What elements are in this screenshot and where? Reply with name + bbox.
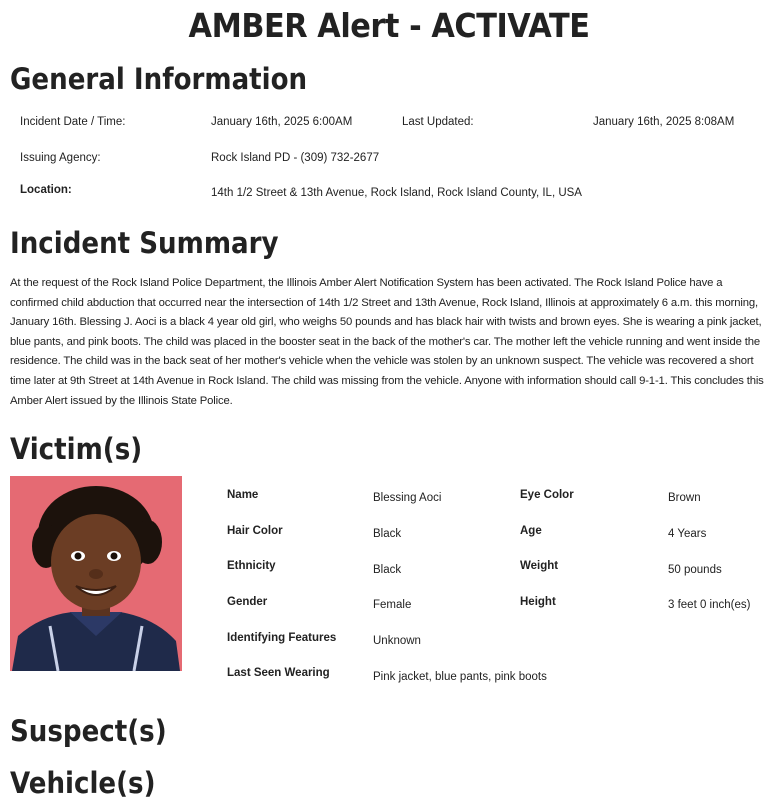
victim-identifying-features-label: Identifying Features	[227, 632, 337, 644]
incident-summary-text: At the request of the Rock Island Police Department, the Illinois Amber Alert Notification System has been activated. The Rock Island Police have a confirmed child abduction that occurred near the intersection of 14th 1/2 Street and 13th Avenue, Rock Island, Illinois at approximately 6 a.m. this morning, January 16th. Blessing J. Aoci is a black 4 year old girl, who weighs 50 pounds and has black hair with twists and brown eyes. She is wearing a pink jacket, blue pants, and pink boots. The child was placed in the booster seat in the back of the mother's car. The mother left the vehicle running and went inside the residence. The child was in the back seat of her mother's vehicle when the vehicle was stolen by an unknown suspect. The vehicle was recovered a short time later at 9th Street at 14th Avenue in Rock Island. The child was missing from the vehicle. Anyone with information should call 9-1-1. This concludes this Amber Alert issued by the Illinois State Police.	[10, 277, 764, 407]
location-label: Location:	[20, 184, 72, 196]
victim-ethnicity-label: Ethnicity	[227, 560, 276, 572]
page-title: AMBER Alert - ACTIVATE	[188, 6, 590, 45]
victim-photo-image	[10, 476, 182, 671]
victim-weight-value: 50 pounds	[668, 564, 722, 576]
victim-last-seen-wearing-label: Last Seen Wearing	[227, 667, 330, 679]
incident-datetime-label: Incident Date / Time:	[20, 116, 126, 128]
victim-name-label: Name	[227, 489, 259, 501]
victim-eye-color-label: Eye Color	[520, 489, 574, 501]
victim-last-seen-wearing-value: Pink jacket, blue pants, pink boots	[373, 671, 547, 683]
vehicles-heading-clip	[0, 758, 778, 800]
last-updated-label: Last Updated:	[402, 116, 474, 128]
issuing-agency-value: Rock Island PD - (309) 732-2677	[211, 152, 380, 164]
location-value: 14th 1/2 Street & 13th Avenue, Rock Island, Rock Island County, IL, USA	[211, 187, 582, 199]
incident-summary-heading: Incident Summary	[10, 226, 279, 260]
victim-age-label: Age	[520, 525, 542, 537]
last-updated-value: January 16th, 2025 8:08AM	[593, 116, 735, 128]
victim-height-label: Height	[520, 596, 556, 608]
victims-heading: Victim(s)	[10, 432, 143, 466]
victim-weight-label: Weight	[520, 560, 559, 572]
victim-hair-color-value: Black	[373, 528, 402, 540]
victim-ethnicity-value: Black	[373, 564, 402, 576]
victim-identifying-features-value: Unknown	[373, 635, 421, 647]
general-information-heading: General Information	[10, 62, 308, 96]
victim-hair-color-label: Hair Color	[227, 525, 283, 537]
victim-photo	[10, 476, 182, 671]
victim-age-value: 4 Years	[668, 528, 707, 540]
victim-gender-label: Gender	[227, 596, 268, 608]
victim-name-value: Blessing Aoci	[373, 492, 442, 504]
incident-datetime-value: January 16th, 2025 6:00AM	[211, 116, 353, 128]
victim-gender-value: Female	[373, 599, 412, 611]
victim-height-value: 3 feet 0 inch(es)	[668, 599, 751, 611]
victim-eye-color-value: Brown	[668, 492, 701, 504]
vehicles-heading: Vehicle(s)	[10, 766, 156, 800]
issuing-agency-label: Issuing Agency:	[20, 152, 101, 164]
suspects-heading: Suspect(s)	[10, 714, 167, 748]
